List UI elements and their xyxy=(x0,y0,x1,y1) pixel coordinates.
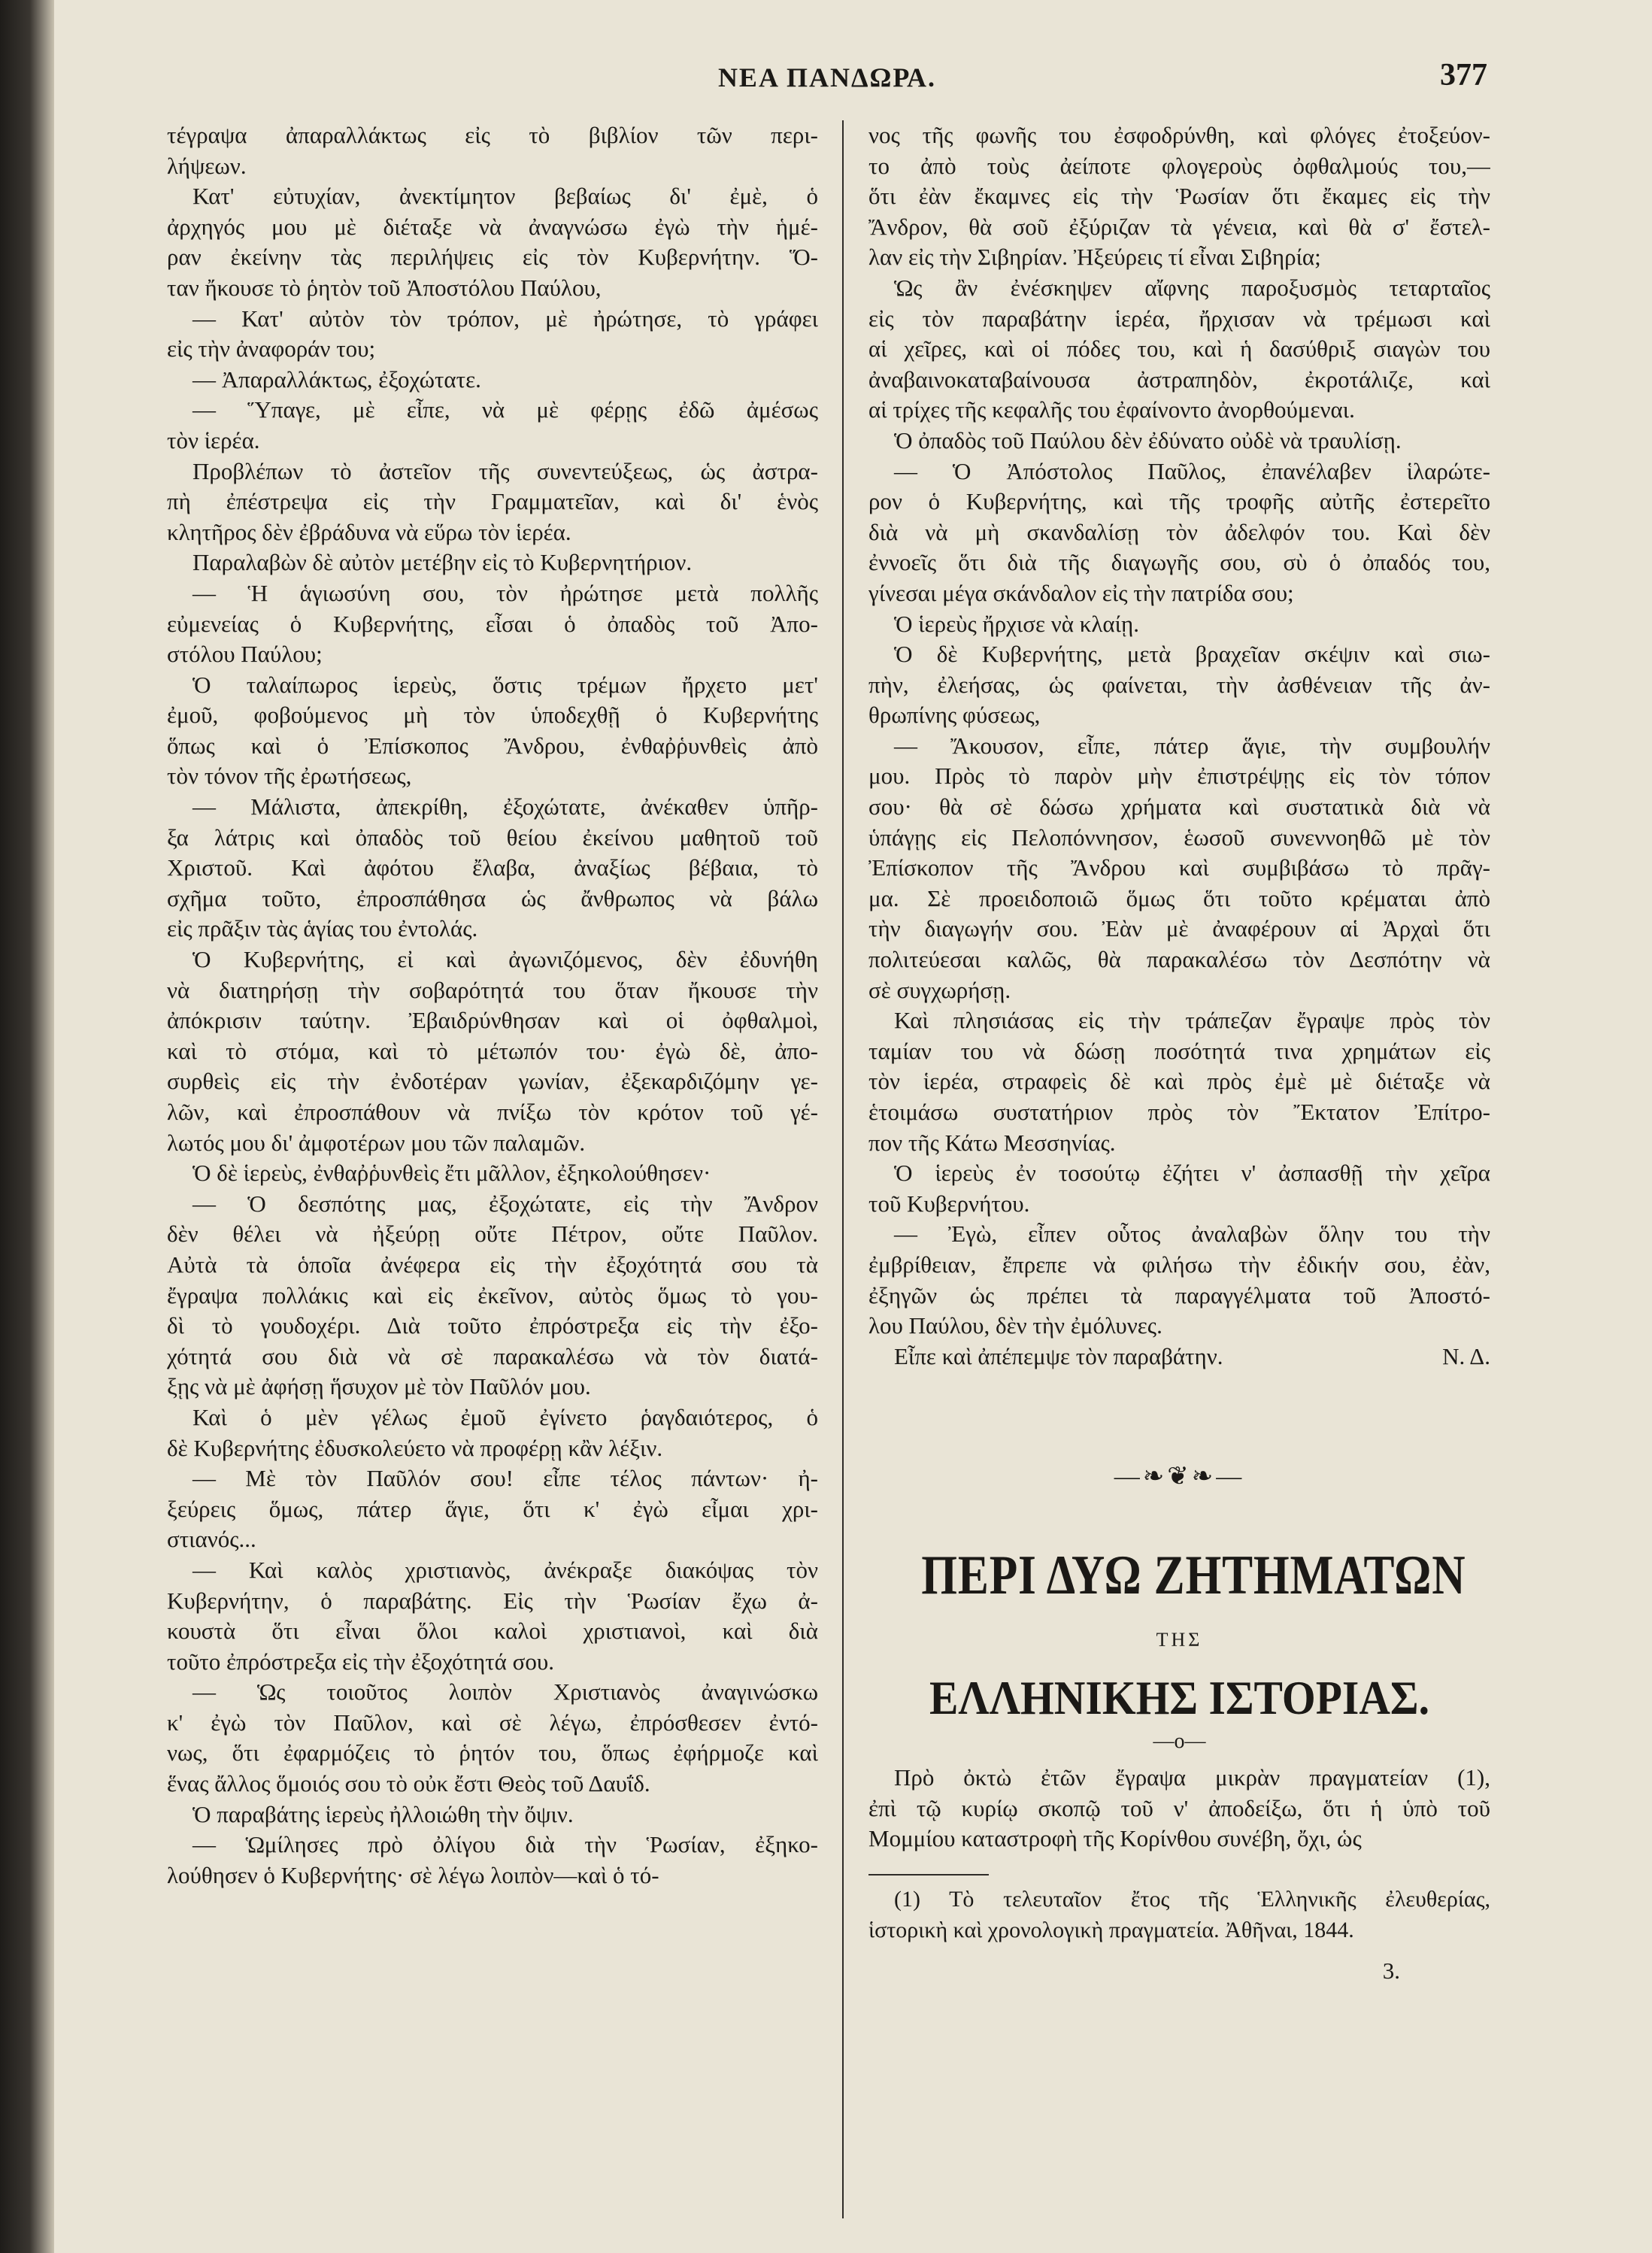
left-column-line: — Ὡμίλησες πρὸ ὀλίγου διὰ τὴν Ῥωσίαν, ἐξηκο- xyxy=(192,1831,818,1858)
right-column-line: σου· θὰ σὲ δώσω χρήματα καὶ συστατικὰ διὰ νὰ xyxy=(868,793,1490,820)
right-column-line: Ὁ δὲ Κυβερνήτης, μετὰ βραχεῖαν σκέψιν καὶ σιω- xyxy=(894,641,1490,668)
left-column-line: λωτός μου δι' ἀμφοτέρων μου τῶν παλαμῶν. xyxy=(167,1129,586,1156)
right-column-line: Ὁ ἱερεὺς ἐν τοσούτῳ ἐζήτει ν' ἀσπασθῇ τὴν χεῖρα xyxy=(894,1160,1490,1187)
right-column-line: το ἀπὸ τοὺς ἀείποτε φλογεροὺς ὀφθαλμούς του,— xyxy=(868,152,1490,179)
left-column-line: ξεύρεις ὅμως, πάτερ ἅγιε, ὅτι κ' ἐγὼ εἶμαι χρι- xyxy=(167,1495,818,1522)
left-column-line: δὲ Κυβερνήτης ἐδυσκολεύετο νὰ προφέρῃ κἂν λέξιν. xyxy=(167,1434,663,1461)
column-divider xyxy=(842,120,844,2218)
left-column-line: Κυβερνήτην, ὁ παραβάτης. Εἰς τὴν Ῥωσίαν ἔχω ἀ- xyxy=(167,1587,818,1614)
left-column-line: λήψεων. xyxy=(167,152,247,179)
left-column-line: λῶν, καὶ ἐπροσπάθουν νὰ πνίξω τὸν κρότον τοῦ γέ- xyxy=(167,1099,818,1125)
right-column-line: τὴν διαγωγήν σου. Ἐὰν μὲ ἀναφέρουν αἱ Ἀρχαὶ ὅτι xyxy=(868,915,1490,942)
article-body-line: Μομμίου καταστροφὴ τῆς Κορίνθου συνέβη, ὄχι, ὡς xyxy=(868,1825,1362,1852)
left-column-line: τέγραψα ἀπαραλλάκτως εἰς τὸ βιβλίον τῶν περι- xyxy=(167,122,818,148)
sheet-number: 3. xyxy=(1382,1957,1400,1985)
right-column-line: Ὡς ἂν ἐνέσκηψεν αἴφνης παροξυσμὸς τεταρταῖος xyxy=(894,274,1490,301)
article-body-line: Πρὸ ὀκτὼ ἐτῶν ἔγραψα μικρὰν πραγματείαν (1), xyxy=(894,1764,1490,1791)
left-column-line: κλητῆρος δὲν ἐβράδυνα νὰ εὕρω τὸν ἱερέα. xyxy=(167,518,571,545)
right-column-line: — Ὁ Ἀπόστολος Παῦλος, ἐπανέλαβεν ἱλαρώτε- xyxy=(894,457,1490,484)
right-column-line: λαν εἰς τὴν Σιβηρίαν. Ἠξεύρεις τί εἶναι Σιβηρία; xyxy=(868,244,1321,271)
left-column-line: στόλου Παύλου; xyxy=(167,641,323,668)
right-column-line: — Ἐγὼ, εἶπεν οὗτος ἀναλαβὼν ὅλην του τὴν xyxy=(894,1221,1490,1248)
left-column-line: Χριστοῦ. Καὶ ἀφότου ἔλαβα, ἀναξίως βέβαια, τὸ xyxy=(167,854,818,881)
right-column xyxy=(868,120,1490,2226)
closing-text: Εἶπε καὶ ἀπέπεμψε τὸν παραβάτην. xyxy=(894,1342,1223,1369)
left-column-line: τὸν ἱερέα. xyxy=(167,426,260,453)
left-column-line: Ὁ ταλαίπωρος ἱερεὺς, ὅστις τρέμων ἤρχετο μετ' xyxy=(192,671,818,698)
title-separator: —ο— xyxy=(1153,1729,1206,1753)
right-column-line: ἑτοιμάσω συστατήριον πρὸς τὸν Ἔκτατον Ἐπίτρο- xyxy=(868,1099,1490,1125)
right-column-line: νος τῆς φωνῆς του ἐσφοδρύνθη, καὶ φλόγες ἐτοξεύον- xyxy=(868,122,1490,148)
left-column-line: ξῃς νὰ μὲ ἀφήσῃ ἥσυχον μὲ τὸν Παῦλόν μου. xyxy=(167,1373,591,1400)
left-column-line: ὅπως καὶ ὁ Ἐπίσκοπος Ἄνδρου, ἐνθαῤῥυνθεὶς ἀπὸ xyxy=(167,732,818,759)
left-column-line: — Μάλιστα, ἀπεκρίθη, ἐξοχώτατε, ἀνέκαθεν ὑπῆρ- xyxy=(192,793,818,820)
left-column-line: — Ἡ ἁγιωσύνη σου, τὸν ἠρώτησε μετὰ πολλῆς xyxy=(192,579,818,606)
ornament-divider: —❧❦❧— xyxy=(1114,1463,1245,1491)
left-column-line: δὶ τὸ γουδοχέρι. Διὰ τοῦτο ἐπρόστρεξα εἰς τὴν ἐξο- xyxy=(167,1312,818,1339)
right-column-line: Ὁ ἱερεὺς ἤρχισε νὰ κλαίῃ. xyxy=(894,610,1139,637)
article-title-line1: ΠΕΡΙ ΔΥΩ ΖΗΤΗΜΑΤΩΝ xyxy=(921,1544,1466,1606)
right-column-line: Καὶ πλησιάσας εἰς τὴν τράπεζαν ἔγραψε πρὸς τὸν xyxy=(894,1007,1490,1034)
left-column-line: κ' ἐγὼ τὸν Παῦλον, καὶ σὲ λέγω, ἐπρόσθεσεν ἐντό- xyxy=(167,1709,818,1736)
right-column-line: τὸν ἱερέα, στραφεὶς δὲ καὶ πρὸς ἐμὲ μὲ διέταξε νὰ xyxy=(868,1068,1490,1095)
right-column-line: πὴν, ἐλεήσας, ὡς φαίνεται, τὴν ἀσθένειαν τῆς ἀν- xyxy=(868,671,1490,698)
right-column-line: διὰ νὰ μὴ σκανδαλίσῃ τὸν ἀδελφόν του. Καὶ δὲν xyxy=(868,518,1490,545)
left-column-line: καὶ τὸ στόμα, καὶ τὸ μέτωπόν του· ἐγὼ δὲ, ἀπο- xyxy=(167,1037,818,1064)
right-column-line: αἱ τρίχες τῆς κεφαλῆς του ἐφαίνοντο ἀνορθούμεναι. xyxy=(868,396,1355,423)
right-column-line: λου Παύλου, δὲν τὴν ἐμόλυνες. xyxy=(868,1312,1162,1339)
right-column-line: Ἄνδρον, θὰ σοῦ ἐξύριζαν τὰ γένεια, καὶ θὰ σ' ἔστελ- xyxy=(868,213,1490,240)
left-column xyxy=(167,120,818,2226)
left-column-line: ἀρχηγός μου μὲ διέταξε νὰ ἀναγνώσω ἐγὼ τὴν ἡμέ- xyxy=(167,213,818,240)
right-column-line: Ἐπίσκοπον τῆς Ἄνδρου καὶ συμβιβάσω τὸ πρᾶγ- xyxy=(868,854,1490,881)
left-column-line: ξα λάτρις καὶ ὀπαδὸς τοῦ θείου ἐκείνου μαθητοῦ τοῦ xyxy=(167,823,818,851)
footnote-line: ἱστορικὴ καὶ χρονολογικὴ πραγματεία. Ἀθῆναι, 1844. xyxy=(868,1917,1354,1942)
right-column-line: εἰς τὸν παραβάτην ἱερέα, ἤρχισαν νὰ τρέμωσι καὶ xyxy=(868,305,1490,332)
left-column-line: λούθησεν ὁ Κυβερνήτης· σὲ λέγω λοιπὸν—καὶ ὁ τό- xyxy=(167,1861,659,1888)
right-column-line: ἀναβαινοκαταβαίνουσα ἀστραπηδὸν, ἐκροτάλιζε, καὶ xyxy=(868,365,1490,393)
left-column-line: νὰ διατηρήσῃ τὴν σοβαρότητά του ὅταν ἤκουσε τὴν xyxy=(167,976,818,1003)
footnote xyxy=(868,1885,1490,1945)
left-column-line: Ὁ δὲ ἱερεὺς, ἐνθαῤῥυνθεὶς ἔτι μᾶλλον, ἐξηκολούθησεν· xyxy=(192,1160,711,1187)
left-column-line: Κατ' εὐτυχίαν, ἀνεκτίμητον βεβαίως δι' ἐμὲ, ὁ xyxy=(192,183,818,210)
left-column-line: εἰς τὴν ἀναφοράν του; xyxy=(167,335,376,362)
article-title-of: ΤΗΣ xyxy=(1156,1628,1203,1651)
right-column-line: πολιτεύεσαι καλῶς, θὰ παρακαλέσω τὸν Δεσπότην νὰ xyxy=(868,946,1490,973)
left-column-line: νως, ὅτι ἐφαρμόζεις τὸ ῥητόν του, ὅπως ἐφήρμοζε καὶ xyxy=(167,1739,818,1766)
left-column-line: Καὶ ὁ μὲν γέλως ἐμοῦ ἐγίνετο ῥαγδαιότερος, ὁ xyxy=(192,1403,818,1430)
left-column-line: — Καὶ καλὸς χριστιανὸς, ἀνέκραξε διακόψας τὸν xyxy=(192,1556,818,1583)
left-column-line: πὴ ἐπέστρεψα εἰς τὴν Γραμματεῖαν, καὶ δι' ἑνὸς xyxy=(167,488,818,515)
left-column-line: κουστὰ ὅτι εἶναι ὅλοι καλοὶ χριστιανοὶ, καὶ διὰ xyxy=(167,1618,818,1645)
left-column-line: Ὁ παραβάτης ἱερεὺς ἠλλοιώθη τὴν ὄψιν. xyxy=(192,1800,574,1827)
left-column-line: ραν ἐκείνην τὰς περιλήψεις εἰς τὸν Κυβερνήτην. Ὅ- xyxy=(167,244,818,271)
right-column-line: ὅτι ἐὰν ἔκαμνες εἰς τὴν Ῥωσίαν ὅτι ἔκαμες εἰς τὴν xyxy=(868,183,1490,210)
left-column-line: τὸν τόνον τῆς ἐρωτήσεως, xyxy=(167,763,412,790)
left-column-line: — Ὁ δεσπότης μας, ἐξοχώτατε, εἰς τὴν Ἄνδρον xyxy=(192,1190,818,1217)
right-column-text xyxy=(868,120,1490,1342)
left-column-line: σχῆμα τοῦτο, ἐπροσπάθησα ὡς ἄνθρωπος νὰ βάλω xyxy=(167,884,818,911)
binding-edge xyxy=(0,0,54,2253)
right-column-line: — Ἄκουσον, εἶπε, πάτερ ἅγιε, τὴν συμβουλήν xyxy=(894,732,1490,759)
closing-line xyxy=(868,1342,1490,1372)
article-body-line: ἐπὶ τῷ κυρίῳ σκοπῷ τοῦ ν' ἀποδείξω, ὅτι ἡ ὑπὸ τοῦ xyxy=(868,1794,1490,1821)
article-title-line2: ΕΛΛΗΝΙΚΗΣ ΙΣΤΟΡΙΑΣ. xyxy=(929,1670,1429,1724)
footnote-line: (1) Τὸ τελευταῖον ἔτος τῆς Ἑλληνικῆς ἐλευθερίας, xyxy=(894,1886,1490,1912)
right-column-line: ἐννοεῖς ὅτι διὰ τῆς διαγωγῆς σου, σὺ ὁ ὀπαδός του, xyxy=(868,549,1490,576)
author-signature: Ν. Δ. xyxy=(1442,1342,1490,1369)
right-column-line: ἐξηγῶν ὡς πρέπει τὰ παραγγέλματα τοῦ Ἀποστό- xyxy=(868,1281,1490,1308)
left-column-line: συρθεὶς εἰς τὴν ἐνδοτέραν γωνίαν, ἐξεκαρδιζόμην γε- xyxy=(167,1068,818,1095)
left-column-line: ταν ἤκουσε τὸ ῥητὸν τοῦ Ἀποστόλου Παύλου, xyxy=(167,274,602,301)
left-column-line: — Ὕπαγε, μὲ εἶπε, νὰ μὲ φέρῃς ἐδῶ ἀμέσως xyxy=(192,396,818,423)
left-column-line: ἀπόκρισιν ταύτην. Ἐβαιδρύνθησαν καὶ οἱ ὀφθαλμοὶ, xyxy=(167,1007,818,1034)
left-column-line: χότητά σου διὰ νὰ σὲ παρακαλέσω νὰ τὸν διατά- xyxy=(167,1342,818,1369)
right-column-line: μου. Πρὸς τὸ παρὸν μὴν ἐπιστρέψῃς εἰς τὸν τόπον xyxy=(868,763,1490,790)
left-column-line: — Μὲ τὸν Παῦλόν σου! εἶπε τέλος πάντων· ἠ- xyxy=(192,1465,818,1492)
left-column-line: Αὐτὰ τὰ ὁποῖα ἀνέφερα εἰς τὴν ἐξοχότητά σου τὰ xyxy=(167,1251,818,1278)
right-column-line: ὑπάγῃς εἰς Πελοπόννησον, ἑωσοῦ συνεννοηθῶ μὲ τὸν xyxy=(868,823,1490,851)
right-column-line: τοῦ Κυβερνήτου. xyxy=(868,1190,1030,1217)
right-column-line: γίνεσαι μέγα σκάνδαλον εἰς τὴν πατρίδα σου; xyxy=(868,579,1294,606)
left-column-line: — Κατ' αὐτὸν τὸν τρόπον, μὲ ἠρώτησε, τὸ γράφει xyxy=(192,305,818,332)
footnote-rule xyxy=(868,1874,989,1875)
left-column-line: τοῦτο ἐπρόστρεξα εἰς τὴν ἐξοχότητά σου. xyxy=(167,1648,554,1675)
left-column-line: ἕνας ἄλλος ὅμοιός σου τὸ οὐκ ἔστι Θεὸς τοῦ Δαυΐδ. xyxy=(167,1770,650,1797)
left-column-line: εὐμενείας ὁ Κυβερνήτης, εἶσαι ὁ ὀπαδὸς τοῦ Ἀπο- xyxy=(167,610,818,637)
right-column-line: αἱ χεῖρες, καὶ οἱ πόδες του, καὶ ἡ δασύθριξ σιαγὼν του xyxy=(868,335,1490,362)
right-column-line: θρωπίνης φύσεως, xyxy=(868,702,1041,729)
right-column-line: μα. Σὲ προειδοποιῶ ὅμως ὅτι τοῦτο κρέμαται ἀπὸ xyxy=(868,884,1490,911)
right-column-line: ρον ὁ Κυβερνήτης, καὶ τῆς τροφῆς αὐτῆς ἐστερεῖτο xyxy=(868,488,1490,515)
left-column-line: Ὁ Κυβερνήτης, εἰ καὶ ἀγωνιζόμενος, δὲν ἐδυνήθη xyxy=(192,946,818,973)
right-column-line: Ὁ ὀπαδὸς τοῦ Παύλου δὲν ἐδύνατο οὐδὲ νὰ τραυλίσῃ. xyxy=(894,426,1402,453)
page-number: 377 xyxy=(1440,58,1487,92)
left-column-line: στιανός... xyxy=(167,1526,256,1553)
left-column-line: δὲν θέλει νὰ ἠξεύρῃ οὔτε Πέτρον, οὔτε Παῦλον. xyxy=(167,1221,818,1248)
left-column-line: — Ὡς τοιοῦτος λοιπὸν Χριστιανὸς ἀναγινώσκω xyxy=(192,1678,818,1706)
left-column-line: ἔγραψα πολλάκις καὶ εἰς ἐκεῖνον, αὐτὸς ὅμως τὸ γου- xyxy=(167,1281,818,1308)
left-column-line: εἰς πρᾶξιν τὰς ἁγίας του ἐντολάς. xyxy=(167,915,478,942)
left-column-line: Προβλέπων τὸ ἀστεῖον τῆς συνεντεύξεως, ὡς ἀστρα- xyxy=(192,457,818,484)
left-column-line: — Ἀπαραλλάκτως, ἐξοχώτατε. xyxy=(192,365,481,393)
right-column-line: ταμίαν του νὰ δώσῃ ποσότητά τινα χρημάτων εἰς xyxy=(868,1037,1490,1064)
running-head: ΝΕΑ ΠΑΝΔΩΡΑ. xyxy=(717,62,937,92)
right-column-line: σὲ συγχωρήσῃ. xyxy=(868,976,1011,1003)
right-column-line: ἐμβρίθειαν, ἔπρεπε νὰ φιλήσω τὴν ἐδικήν σου, ἐὰν, xyxy=(868,1251,1490,1278)
left-column-line: Παραλαβὼν δὲ αὐτὸν μετέβην εἰς τὸ Κυβερνητήριον. xyxy=(192,549,693,576)
right-column-line: πον τῆς Κάτω Μεσσηνίας. xyxy=(868,1129,1116,1156)
left-column-line: ἐμοῦ, φοβούμενος μὴ τὸν ὑποδεχθῇ ὁ Κυβερνήτης xyxy=(167,702,818,729)
article-body xyxy=(868,1763,1490,1854)
